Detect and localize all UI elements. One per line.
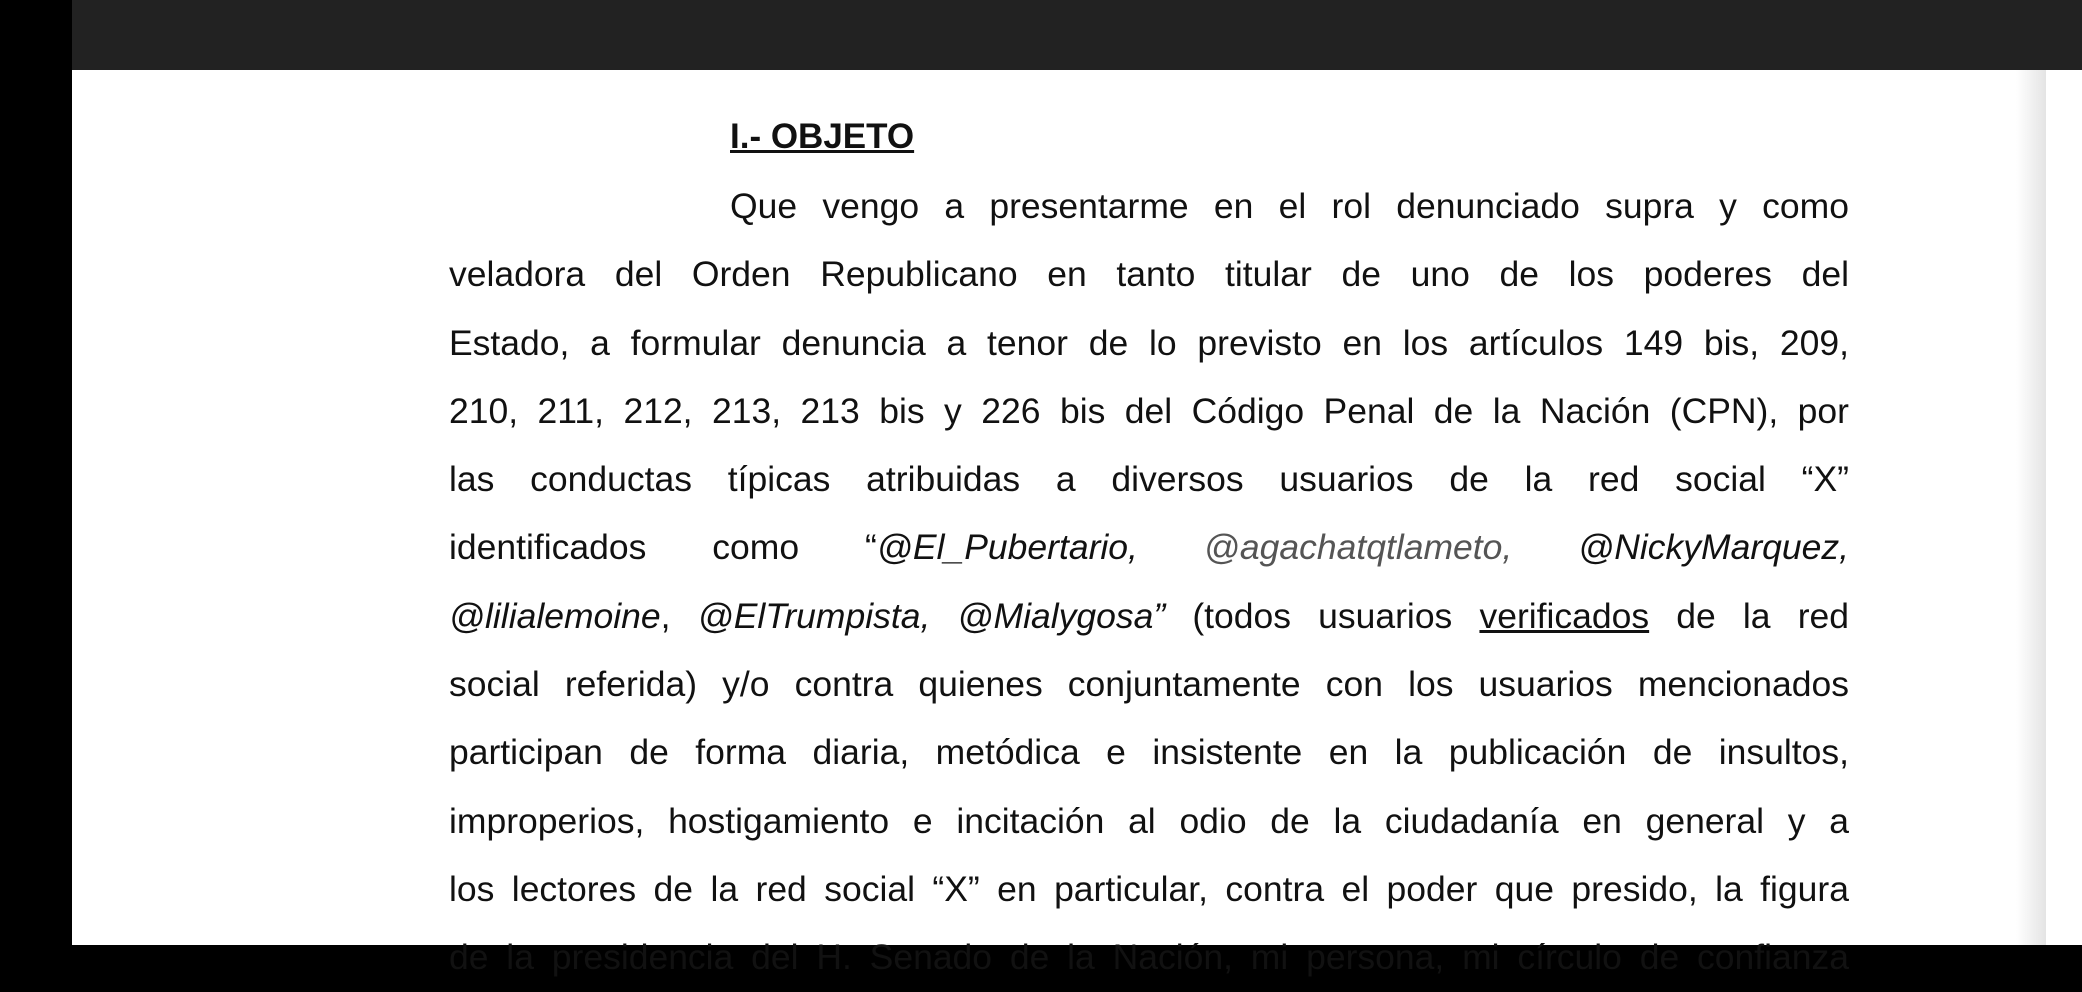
handle-el-pubertario: @El_Pubertario, [876,527,1138,568]
text-line-3: Estado, a formular denuncia a tenor de lo previsto en los artículos 149 bis, 209, [449,322,1849,363]
text-line-1: Que vengo a presentarme en el rol denunciado supra y como [730,186,1849,226]
line-7-text-1: (todos usuarios [1165,595,1480,636]
line-6-prefix: identificados como “ [449,527,877,568]
handle-lilialemoine: @lilialemoine [449,595,661,636]
document-page[interactable] [72,70,2082,978]
text-line-7 [449,582,1849,650]
viewer-frame [72,0,2082,978]
line-7-text-2: de la red [1649,595,1849,636]
paragraph [449,172,1849,992]
text-line-11: los lectores de la red social “X” en particular, contra el poder que presido, la figura [449,868,1849,909]
handle-agachatqtlameto: @agachatqtlameto, [1203,527,1513,568]
handle-nickymarquez: @NickyMarquez, [1578,527,1849,568]
handle-mialygosa: @Mialygosa” [957,595,1166,636]
top-bar [72,0,2082,70]
text-line-9: participan de forma diaria, metódica e insistente en la publicación de insultos, [449,732,1849,773]
line-7-separator: , [660,595,671,636]
text-line-6 [449,513,1849,581]
document-body [449,112,1849,992]
text-line-10: improperios, hostigamiento e incitación al odio de la ciudadanía en general y a [449,800,1849,841]
text-line-2: veladora del Orden Republicano en tanto titular de uno de los poderes del [449,254,1849,295]
underlined-verificados: verificados [1479,595,1650,636]
text-line-5: las conductas típicas atribuidas a diversos usuarios de la red social “X” [449,459,1849,500]
section-heading: I.- OBJETO [730,117,915,156]
text-line-4: 210, 211, 212, 213, 213 bis y 226 bis del Código Penal de la Nación (CPN), por [449,390,1849,431]
text-line-12: de la presidencia del H. Senado de la Nación, mi persona, mi círculo de confianza [449,937,1849,978]
page-edge-shadow [2016,70,2046,945]
text-line-8: social referida) y/o contra quienes conjuntamente con los usuarios mencionados [449,664,1849,705]
handle-eltrumpista: @ElTrumpista, [697,595,931,636]
